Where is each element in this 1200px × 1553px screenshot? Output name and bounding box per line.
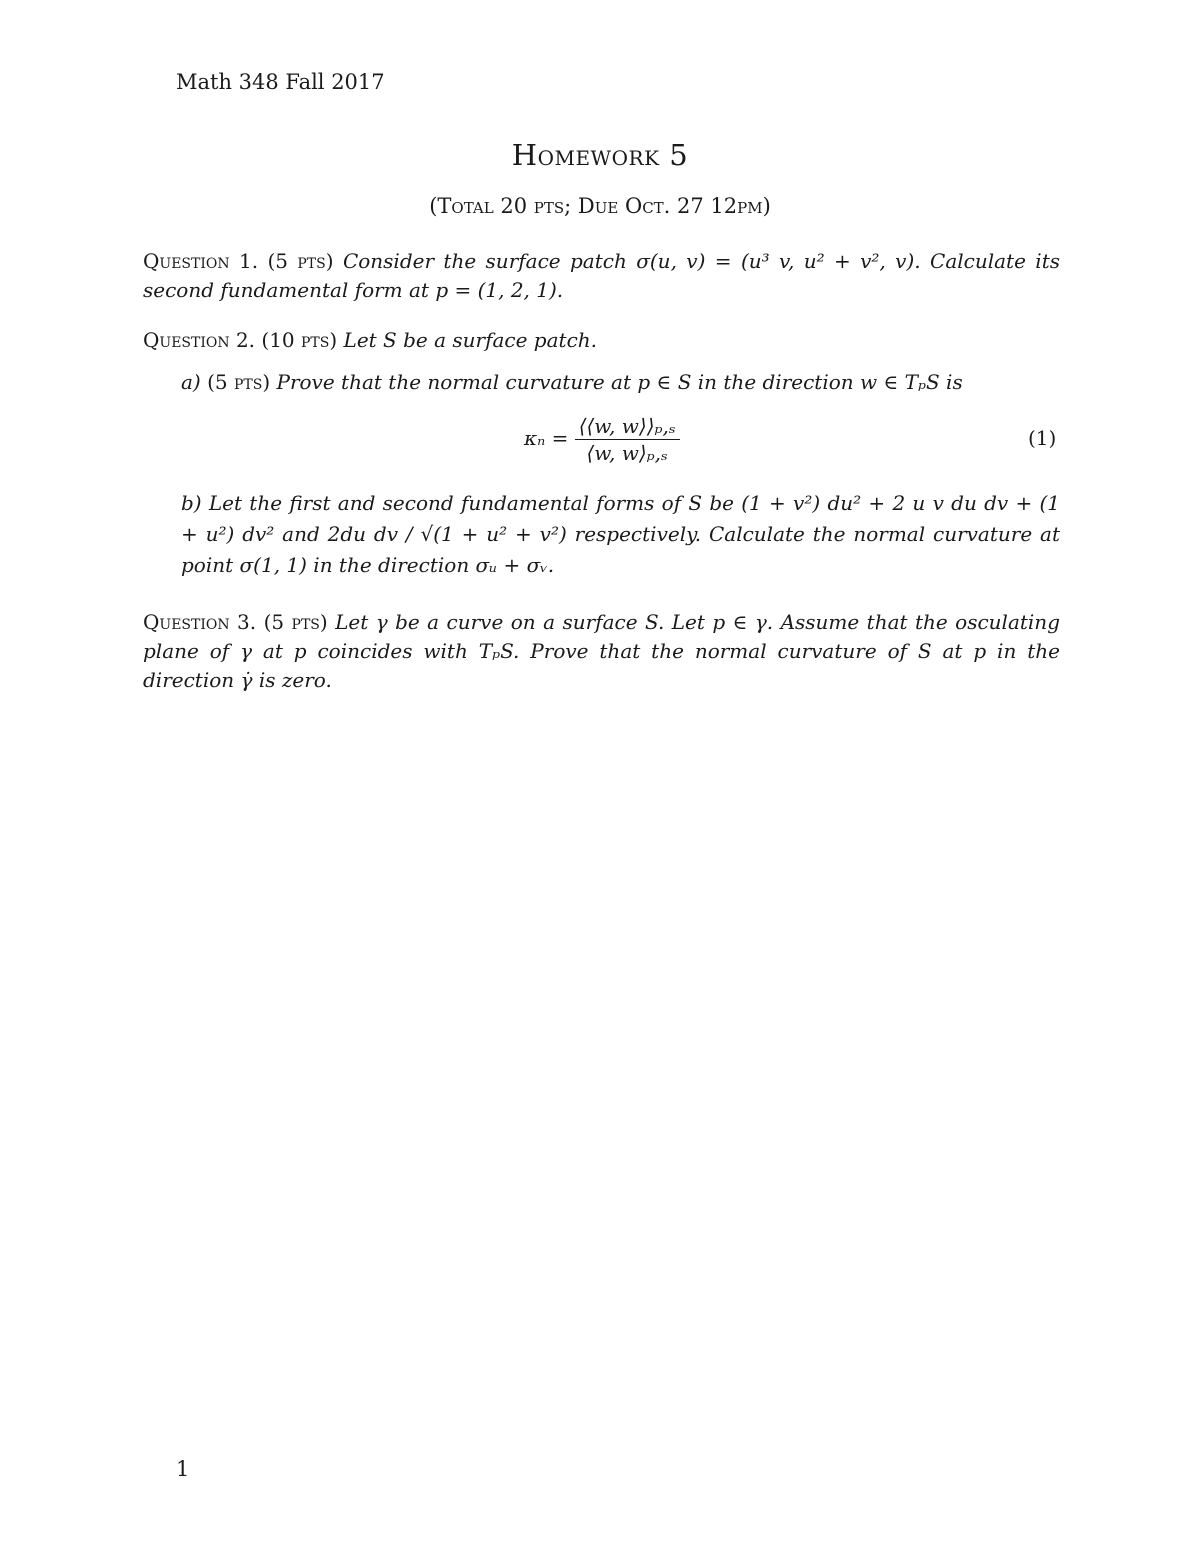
question-2a — [181, 367, 1060, 398]
question-3 — [143, 608, 1060, 695]
page-title: Homework 5 — [511, 138, 689, 172]
question-1-text: Consider the surface patch σ(u, v) = (u³ v, u² + v², v). Calculate its second fundamental form at p = (1, 2, 1). — [143, 249, 1061, 302]
question-2b-text: Let the first and second fundamental forms of S be (1 + v²) du² + 2 u v du dv + (1 + u²) dv² and 2du dv / √(1 + u² + v²) respectively. Calculate the normal curvature at point σ(1, 1) in the direction σᵤ + σᵥ. — [181, 491, 1061, 577]
question-3-points: (5 pts) — [263, 610, 328, 634]
question-2-label: Question 2. — [143, 328, 256, 352]
question-2-points: (10 pts) — [261, 328, 338, 352]
question-3-text: Let γ be a curve on a surface S. Let p ∈ γ. Assume that the osculating plane of γ at p coincides with TₚS. Prove that the normal curvature of S at p in the direction γ̇ is zero. — [143, 610, 1060, 692]
equation-1 — [524, 414, 680, 465]
equation-numerator: ⟨⟨w, w⟩⟩ₚ,ₛ — [575, 414, 680, 440]
page-number: 1 — [176, 1457, 190, 1481]
equation-number: (1) — [1028, 426, 1057, 450]
question-2a-label: a) — [181, 370, 201, 394]
equation-fraction — [575, 414, 680, 465]
question-2b — [181, 488, 1060, 581]
question-1-label: Question 1. — [143, 249, 259, 273]
question-2 — [143, 326, 1060, 355]
equation-lhs: κₙ = — [524, 426, 569, 450]
question-2a-text: Prove that the normal curvature at p ∈ S in the direction w ∈ TₚS is — [276, 370, 963, 394]
page-subtitle: (Total 20 pts; Due Oct. 27 12pm) — [429, 194, 771, 218]
equation-denominator: ⟨w, w⟩ₚ,ₛ — [586, 441, 668, 465]
course-header: Math 348 Fall 2017 — [176, 70, 385, 94]
question-2a-points: (5 pts) — [207, 370, 271, 394]
question-2-text: Let S be a surface patch. — [343, 328, 598, 352]
question-1 — [143, 247, 1060, 305]
question-3-label: Question 3. — [143, 610, 257, 634]
question-1-points: (5 pts) — [267, 249, 334, 273]
question-2b-label: b) — [181, 491, 202, 515]
